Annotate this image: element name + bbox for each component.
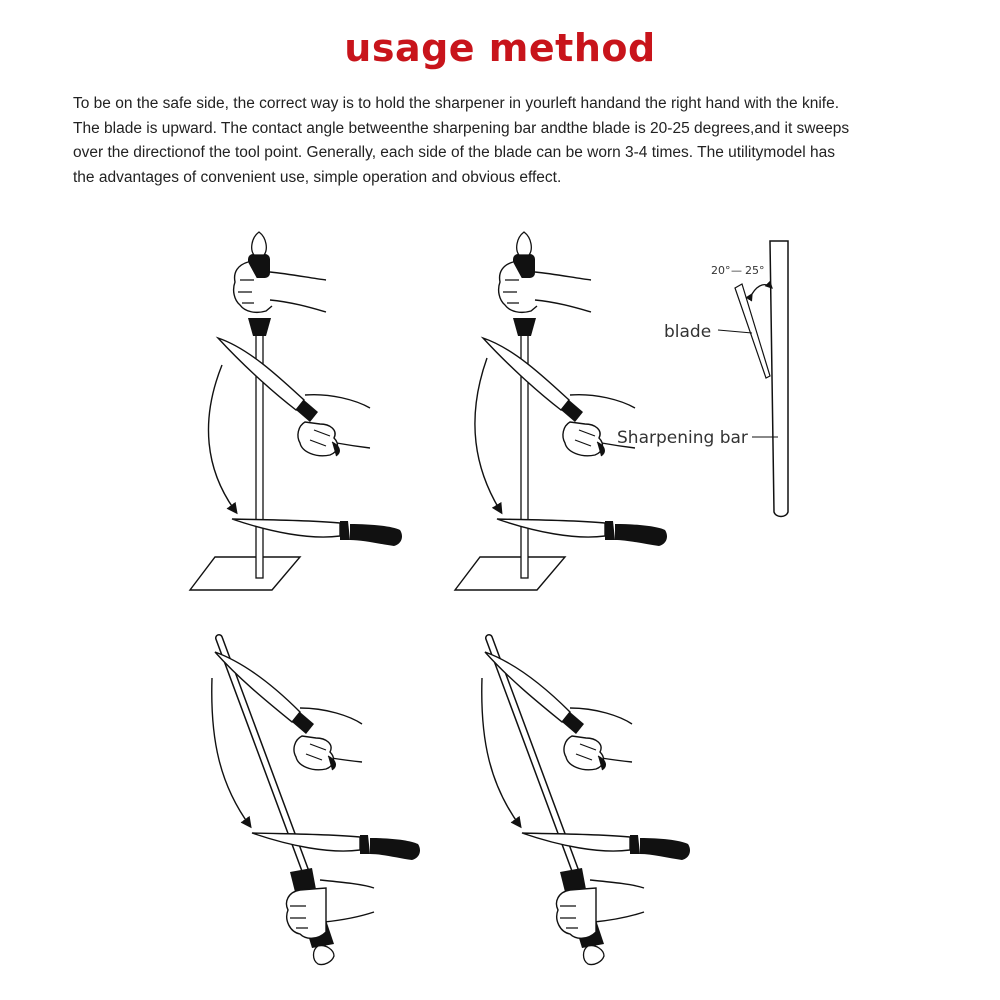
description-line: over the directionof the tool point. Generally, each side of the blade can be worn 3-4 times. The utilitymodel has <box>73 144 835 161</box>
blade-label: blade <box>664 322 712 342</box>
description-line: To be on the safe side, the correct way is to hold the sharpener in yourleft handand the right hand with the knife. <box>73 95 840 112</box>
angle-low-label: 20° <box>711 264 731 277</box>
angle-detail <box>617 241 788 517</box>
sharpening-bar-label: Sharpening bar <box>617 428 748 448</box>
panel-standing-right <box>455 232 667 590</box>
angle-high-label: 25° <box>745 264 765 277</box>
panel-handheld-right <box>482 638 690 965</box>
panel-standing-left <box>190 232 402 590</box>
page-title: usage method <box>344 26 656 70</box>
description-line: The blade is upward. The contact angle betweenthe sharpening bar andthe blade is 20-25 degrees,and it sweeps <box>73 119 850 137</box>
panel-handheld-left <box>212 638 420 965</box>
description-line: the advantages of convenient use, simple operation and obvious effect. <box>73 168 562 186</box>
angle-separator: — <box>731 264 742 277</box>
